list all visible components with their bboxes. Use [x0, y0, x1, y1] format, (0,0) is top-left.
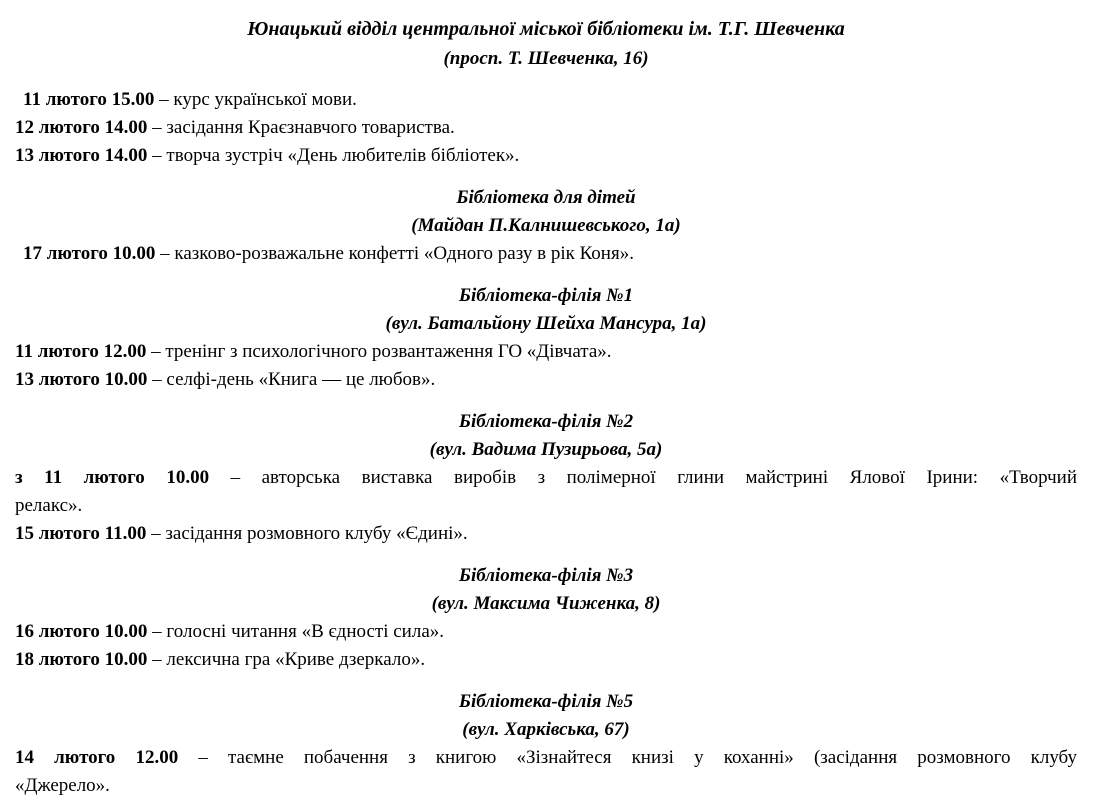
event-line — [15, 464, 1077, 492]
event-date: 11 лютого 15.00 — [23, 89, 155, 110]
event-date: з 11 лютого 10.00 — [15, 467, 210, 488]
event-line — [15, 142, 1077, 170]
event-date: 11 лютого 12.00 — [15, 341, 147, 362]
event-dash: – — [146, 341, 166, 362]
event-dash: – — [155, 243, 175, 264]
event-line — [15, 338, 1077, 366]
section-address: (вул. Харківська, 67) — [462, 719, 630, 740]
event-continuation: релакс». — [15, 495, 83, 516]
event — [15, 646, 1077, 674]
section-events — [15, 464, 1077, 548]
event-line — [15, 86, 1077, 114]
event-line — [15, 744, 1077, 772]
event-text: творча зустріч «День любителів бібліотек». — [166, 145, 520, 166]
section-heading: Бібліотека-філія №2 — [458, 411, 634, 432]
event-date: 15 лютого 11.00 — [15, 523, 147, 544]
event — [15, 86, 1077, 114]
event-dash: – — [178, 747, 228, 768]
section-heading: Бібліотека-філія №5 — [458, 691, 634, 712]
section-events — [15, 240, 1077, 268]
library-section — [15, 408, 1077, 548]
event-text: голосні читання «В єдності сила». — [166, 621, 445, 642]
section-address: (вул. Максима Чиженка, 8) — [431, 593, 661, 614]
event-dash: – — [209, 467, 262, 488]
event-date: 12 лютого 14.00 — [15, 117, 148, 138]
event — [15, 366, 1077, 394]
library-section — [15, 282, 1077, 394]
section-heading: Бібліотека для дітей — [456, 187, 636, 208]
event-date: 13 лютого 10.00 — [15, 369, 148, 390]
library-section — [15, 688, 1077, 800]
event-text: засідання розмовного клубу «Єдині». — [165, 523, 468, 544]
event-text: засідання Краєзнавчого товариства. — [166, 117, 455, 138]
section-address: (Майдан П.Калнишевського, 1а) — [411, 215, 681, 236]
event-date: 16 лютого 10.00 — [15, 621, 148, 642]
event-line — [15, 520, 1077, 548]
event-dash: – — [147, 145, 167, 166]
section-events — [15, 744, 1077, 800]
event-continuation: «Джерело». — [15, 775, 110, 796]
event-text: авторська виставка виробів з полімерної глини майстрині Ялової Ірини: «Творчий — [261, 467, 1077, 488]
section-heading: Бібліотека-філія №3 — [458, 565, 634, 586]
main-events — [15, 86, 1077, 170]
event-dash: – — [146, 523, 166, 544]
event-dash: – — [147, 117, 167, 138]
event — [15, 618, 1077, 646]
event — [15, 520, 1077, 548]
event — [15, 114, 1077, 142]
event-date: 18 лютого 10.00 — [15, 649, 148, 670]
section-address: (вул. Вадима Пузирьова, 5а) — [429, 439, 663, 460]
event-dash: – — [147, 369, 167, 390]
event-text: лексична гра «Криве дзеркало». — [166, 649, 426, 670]
event-text: тренінг з психологічного розвантаження ГО «Дівчата». — [165, 341, 612, 362]
page-address: (просп. Т. Шевченка, 16) — [443, 48, 649, 69]
event — [15, 464, 1077, 520]
event-text: курс української мови. — [173, 89, 357, 110]
library-section — [15, 184, 1077, 268]
event-line — [15, 366, 1077, 394]
event-dash: – — [154, 89, 174, 110]
event-line — [15, 240, 1077, 268]
sections — [15, 184, 1077, 800]
event — [15, 240, 1077, 268]
event-date: 17 лютого 10.00 — [23, 243, 156, 264]
event-date: 14 лютого 12.00 — [15, 747, 179, 768]
page-title: Юнацький відділ центральної міської бібліотеки ім. Т.Г. Шевченка — [247, 18, 845, 40]
event-dash: – — [147, 621, 167, 642]
event — [15, 338, 1077, 366]
event-text: таємне побачення з книгою «Зізнайтеся книзі у коханні» (засідання розмовного клубу — [228, 747, 1078, 768]
section-events — [15, 338, 1077, 394]
event — [15, 142, 1077, 170]
event-line — [15, 618, 1077, 646]
event-text: селфі-день «Книга — це любов». — [166, 369, 436, 390]
event-line — [15, 114, 1077, 142]
section-heading: Бібліотека-філія №1 — [458, 285, 634, 306]
library-section — [15, 562, 1077, 674]
event-dash: – — [147, 649, 167, 670]
section-events — [15, 618, 1077, 674]
event-text: казково-розважальне конфетті «Одного разу в рік Коня». — [174, 243, 634, 264]
section-address: (вул. Батальйону Шейха Мансура, 1а) — [385, 313, 707, 334]
event — [15, 744, 1077, 800]
event-line — [15, 646, 1077, 674]
event-date: 13 лютого 14.00 — [15, 145, 148, 166]
